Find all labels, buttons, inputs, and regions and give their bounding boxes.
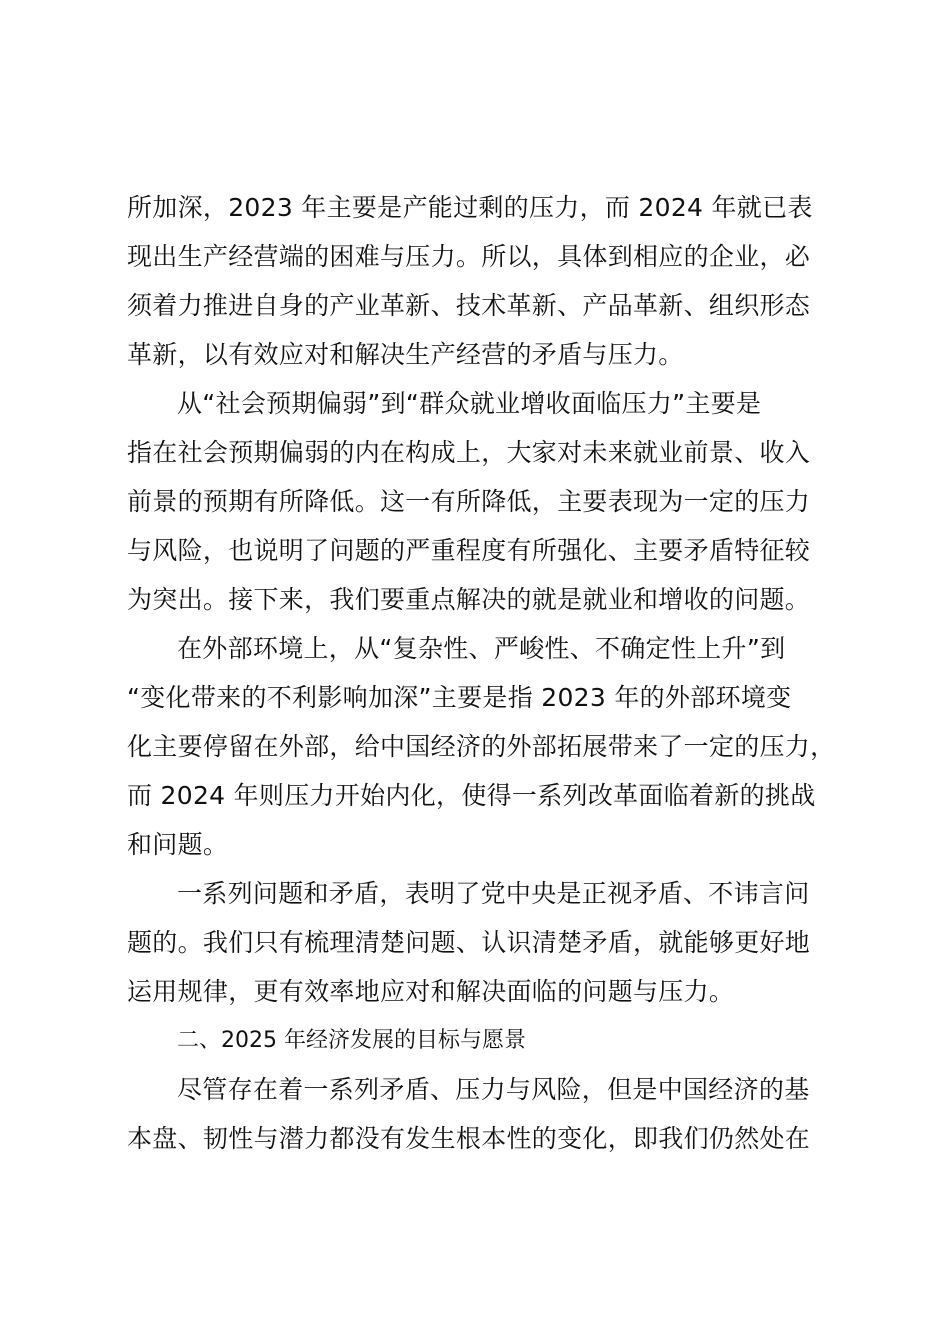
text-line: 现出生产经营端的困难与压力。所以，具体到相应的企业，必 [127,242,811,271]
text-line: 所加深，2023 年主要是产能过剩的压力，而 2024 年就已表 [127,193,813,222]
text-line: 和问题。 [127,830,229,859]
text-line: 化主要停留在外部，给中国经济的外部拓展带来了一定的压力， [127,732,836,761]
paragraph-start-line: 一系列问题和矛盾，表明了党中央是正视矛盾、不讳言问 [177,879,810,908]
text-line: 革新，以有效应对和解决生产经营的矛盾与压力。 [127,340,684,369]
document-body [127,183,836,1163]
text-line: 前景的预期有所降低。这一有所降低，主要表现为一定的压力 [127,487,811,516]
text-line: 指在社会预期偏弱的内在构成上，大家对未来就业前景、收入 [127,438,811,467]
section-heading: 二、2025 年经济发展的目标与愿景 [177,1028,526,1053]
paragraph-start-line: 从“社会预期偏弱”到“群众就业增收面临压力”主要是 [177,389,762,418]
text-line: 与风险，也说明了问题的严重程度有所强化、主要矛盾特征较 [127,536,811,565]
text-line: 运用规律，更有效率地应对和解决面临的问题与压力。 [127,977,735,1006]
text-line: 而 2024 年则压力开始内化，使得一系列改革面临着新的挑战 [127,781,816,810]
paragraph-start-line: 在外部环境上，从“复杂性、严峻性、不确定性上升”到 [177,634,786,663]
text-line: 本盘、韧性与潜力都没有发生根本性的变化，即我们仍然处在 [127,1124,811,1153]
paragraph-start-line: 尽管存在着一系列矛盾、压力与风险，但是中国经济的基 [177,1075,810,1104]
text-line: “变化带来的不利影响加深”主要是指 2023 年的外部环境变 [127,683,792,712]
text-line: 为突出。接下来，我们要重点解决的就是就业和增收的问题。 [127,585,811,614]
text-line: 须着力推进自身的产业革新、技术革新、产品革新、组织形态 [127,291,811,320]
text-line: 题的。我们只有梳理清楚问题、认识清楚矛盾，就能够更好地 [127,928,811,957]
